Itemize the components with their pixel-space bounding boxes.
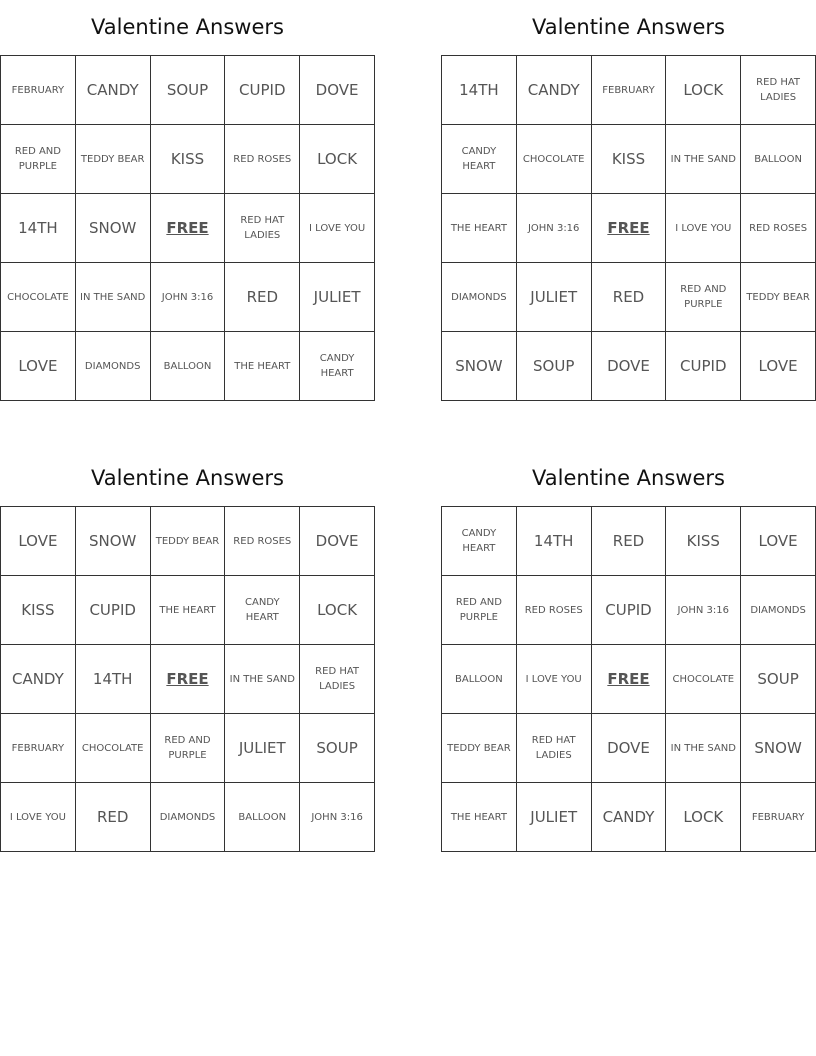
bingo-cell: 14TH	[1, 194, 76, 263]
bingo-card-2	[441, 0, 816, 401]
bingo-cell: CUPID	[225, 56, 300, 125]
bingo-cell: CUPID	[591, 576, 666, 645]
bingo-row	[1, 576, 375, 645]
bingo-row	[442, 263, 816, 332]
bingo-cell: LOCK	[300, 125, 375, 194]
bingo-cell: CHOCOLATE	[75, 714, 150, 783]
bingo-card-4	[441, 451, 816, 852]
bingo-cell: RED	[225, 263, 300, 332]
bingo-cell: SOUP	[300, 714, 375, 783]
bingo-cell: JOHN 3:16	[516, 194, 591, 263]
bingo-cell: THE HEART	[442, 783, 517, 852]
bingo-cell: LOCK	[666, 783, 741, 852]
bingo-cell: LOCK	[666, 56, 741, 125]
bingo-cell: SNOW	[741, 714, 816, 783]
bingo-cell: IN THE SAND	[666, 714, 741, 783]
bingo-cell: DIAMONDS	[150, 783, 225, 852]
bingo-row	[1, 125, 375, 194]
bingo-cell: THE HEART	[442, 194, 517, 263]
bingo-cell: LOVE	[1, 507, 76, 576]
bingo-cell: SNOW	[75, 507, 150, 576]
bingo-cell: RED AND PURPLE	[1, 125, 76, 194]
bingo-cell: RED ROSES	[225, 125, 300, 194]
bingo-cell: SNOW	[442, 332, 517, 401]
bingo-cell: TEDDY BEAR	[442, 714, 517, 783]
bingo-row	[442, 56, 816, 125]
bingo-cell: CUPID	[666, 332, 741, 401]
bingo-card-1	[0, 0, 375, 401]
bingo-cell: BALLOON	[741, 125, 816, 194]
bingo-cell: DOVE	[591, 714, 666, 783]
bingo-cell: FEBRUARY	[1, 56, 76, 125]
bingo-cell: KISS	[591, 125, 666, 194]
bingo-cell: TEDDY BEAR	[75, 125, 150, 194]
card-title: Valentine Answers	[91, 466, 284, 490]
bingo-cell: LOVE	[741, 332, 816, 401]
bingo-cell: BALLOON	[150, 332, 225, 401]
bingo-cell: DOVE	[300, 507, 375, 576]
bingo-cell: SNOW	[75, 194, 150, 263]
bingo-row	[442, 194, 816, 263]
bingo-cell: JULIET	[225, 714, 300, 783]
bingo-cell: LOVE	[741, 507, 816, 576]
bingo-cell: CANDY	[516, 56, 591, 125]
bingo-cell: LOVE	[1, 332, 76, 401]
bingo-grid	[0, 506, 375, 852]
bingo-row	[442, 125, 816, 194]
bingo-cell: JOHN 3:16	[300, 783, 375, 852]
bingo-cell: CANDY	[75, 56, 150, 125]
bingo-cell: RED ROSES	[225, 507, 300, 576]
bingo-cell: KISS	[1, 576, 76, 645]
bingo-row	[1, 194, 375, 263]
bingo-row	[1, 507, 375, 576]
bingo-cell: CHOCOLATE	[516, 125, 591, 194]
bingo-cell: LOCK	[300, 576, 375, 645]
bingo-cell: FEBRUARY	[591, 56, 666, 125]
bingo-cell: FEBRUARY	[1, 714, 76, 783]
bingo-cell: I LOVE YOU	[516, 645, 591, 714]
bingo-cell: DIAMONDS	[741, 576, 816, 645]
bingo-cell: THE HEART	[225, 332, 300, 401]
bingo-cell: RED HAT LADIES	[741, 56, 816, 125]
bingo-cell: RED AND PURPLE	[442, 576, 517, 645]
bingo-cell: RED ROSES	[741, 194, 816, 263]
bingo-row	[1, 332, 375, 401]
bingo-row	[442, 507, 816, 576]
bingo-cell: JOHN 3:16	[666, 576, 741, 645]
card-title: Valentine Answers	[532, 15, 725, 39]
bingo-cell: JULIET	[516, 783, 591, 852]
bingo-cell: JOHN 3:16	[150, 263, 225, 332]
bingo-cell: RED AND PURPLE	[150, 714, 225, 783]
bingo-grid	[0, 55, 375, 401]
bingo-cell: RED AND PURPLE	[666, 263, 741, 332]
bingo-cell: RED HAT LADIES	[516, 714, 591, 783]
bingo-cell: I LOVE YOU	[300, 194, 375, 263]
bingo-row	[442, 714, 816, 783]
bingo-cell: CANDY HEART	[442, 125, 517, 194]
free-space: FREE	[150, 645, 225, 714]
bingo-cell: JULIET	[516, 263, 591, 332]
bingo-cell: BALLOON	[442, 645, 517, 714]
bingo-cell: DOVE	[591, 332, 666, 401]
bingo-cell: CANDY HEART	[225, 576, 300, 645]
bingo-cell: CANDY HEART	[442, 507, 517, 576]
bingo-grid	[441, 55, 816, 401]
bingo-row	[442, 645, 816, 714]
bingo-cell: CHOCOLATE	[1, 263, 76, 332]
bingo-cell: KISS	[666, 507, 741, 576]
bingo-cell: CANDY	[591, 783, 666, 852]
bingo-row	[1, 263, 375, 332]
bingo-cell: RED	[75, 783, 150, 852]
free-space: FREE	[150, 194, 225, 263]
bingo-cell: 14TH	[516, 507, 591, 576]
bingo-cell: CUPID	[75, 576, 150, 645]
bingo-card-3	[0, 451, 375, 852]
bingo-row	[1, 783, 375, 852]
bingo-cell: SOUP	[741, 645, 816, 714]
bingo-cell: RED ROSES	[516, 576, 591, 645]
bingo-cell: IN THE SAND	[75, 263, 150, 332]
bingo-row	[1, 645, 375, 714]
bingo-grid	[441, 506, 816, 852]
bingo-cell: DOVE	[300, 56, 375, 125]
bingo-cell: THE HEART	[150, 576, 225, 645]
bingo-cell: RED HAT LADIES	[300, 645, 375, 714]
free-space: FREE	[591, 645, 666, 714]
bingo-cell: RED	[591, 263, 666, 332]
bingo-row	[1, 714, 375, 783]
bingo-cell: SOUP	[516, 332, 591, 401]
bingo-cell: SOUP	[150, 56, 225, 125]
bingo-cell: FEBRUARY	[741, 783, 816, 852]
bingo-cell: 14TH	[442, 56, 517, 125]
bingo-row	[442, 576, 816, 645]
bingo-cell: DIAMONDS	[442, 263, 517, 332]
bingo-cell: DIAMONDS	[75, 332, 150, 401]
bingo-cell: IN THE SAND	[666, 125, 741, 194]
free-space: FREE	[591, 194, 666, 263]
bingo-cell: TEDDY BEAR	[150, 507, 225, 576]
card-title: Valentine Answers	[532, 466, 725, 490]
bingo-cell: I LOVE YOU	[666, 194, 741, 263]
bingo-cell: CANDY HEART	[300, 332, 375, 401]
bingo-cell: I LOVE YOU	[1, 783, 76, 852]
bingo-cell: CHOCOLATE	[666, 645, 741, 714]
bingo-row	[442, 783, 816, 852]
bingo-row	[442, 332, 816, 401]
bingo-cell: JULIET	[300, 263, 375, 332]
bingo-cell: RED	[591, 507, 666, 576]
bingo-cell: BALLOON	[225, 783, 300, 852]
bingo-cell: TEDDY BEAR	[741, 263, 816, 332]
bingo-cell: IN THE SAND	[225, 645, 300, 714]
bingo-row	[1, 56, 375, 125]
bingo-cell: RED HAT LADIES	[225, 194, 300, 263]
bingo-cell: 14TH	[75, 645, 150, 714]
bingo-cell: KISS	[150, 125, 225, 194]
bingo-cell: CANDY	[1, 645, 76, 714]
card-title: Valentine Answers	[91, 15, 284, 39]
